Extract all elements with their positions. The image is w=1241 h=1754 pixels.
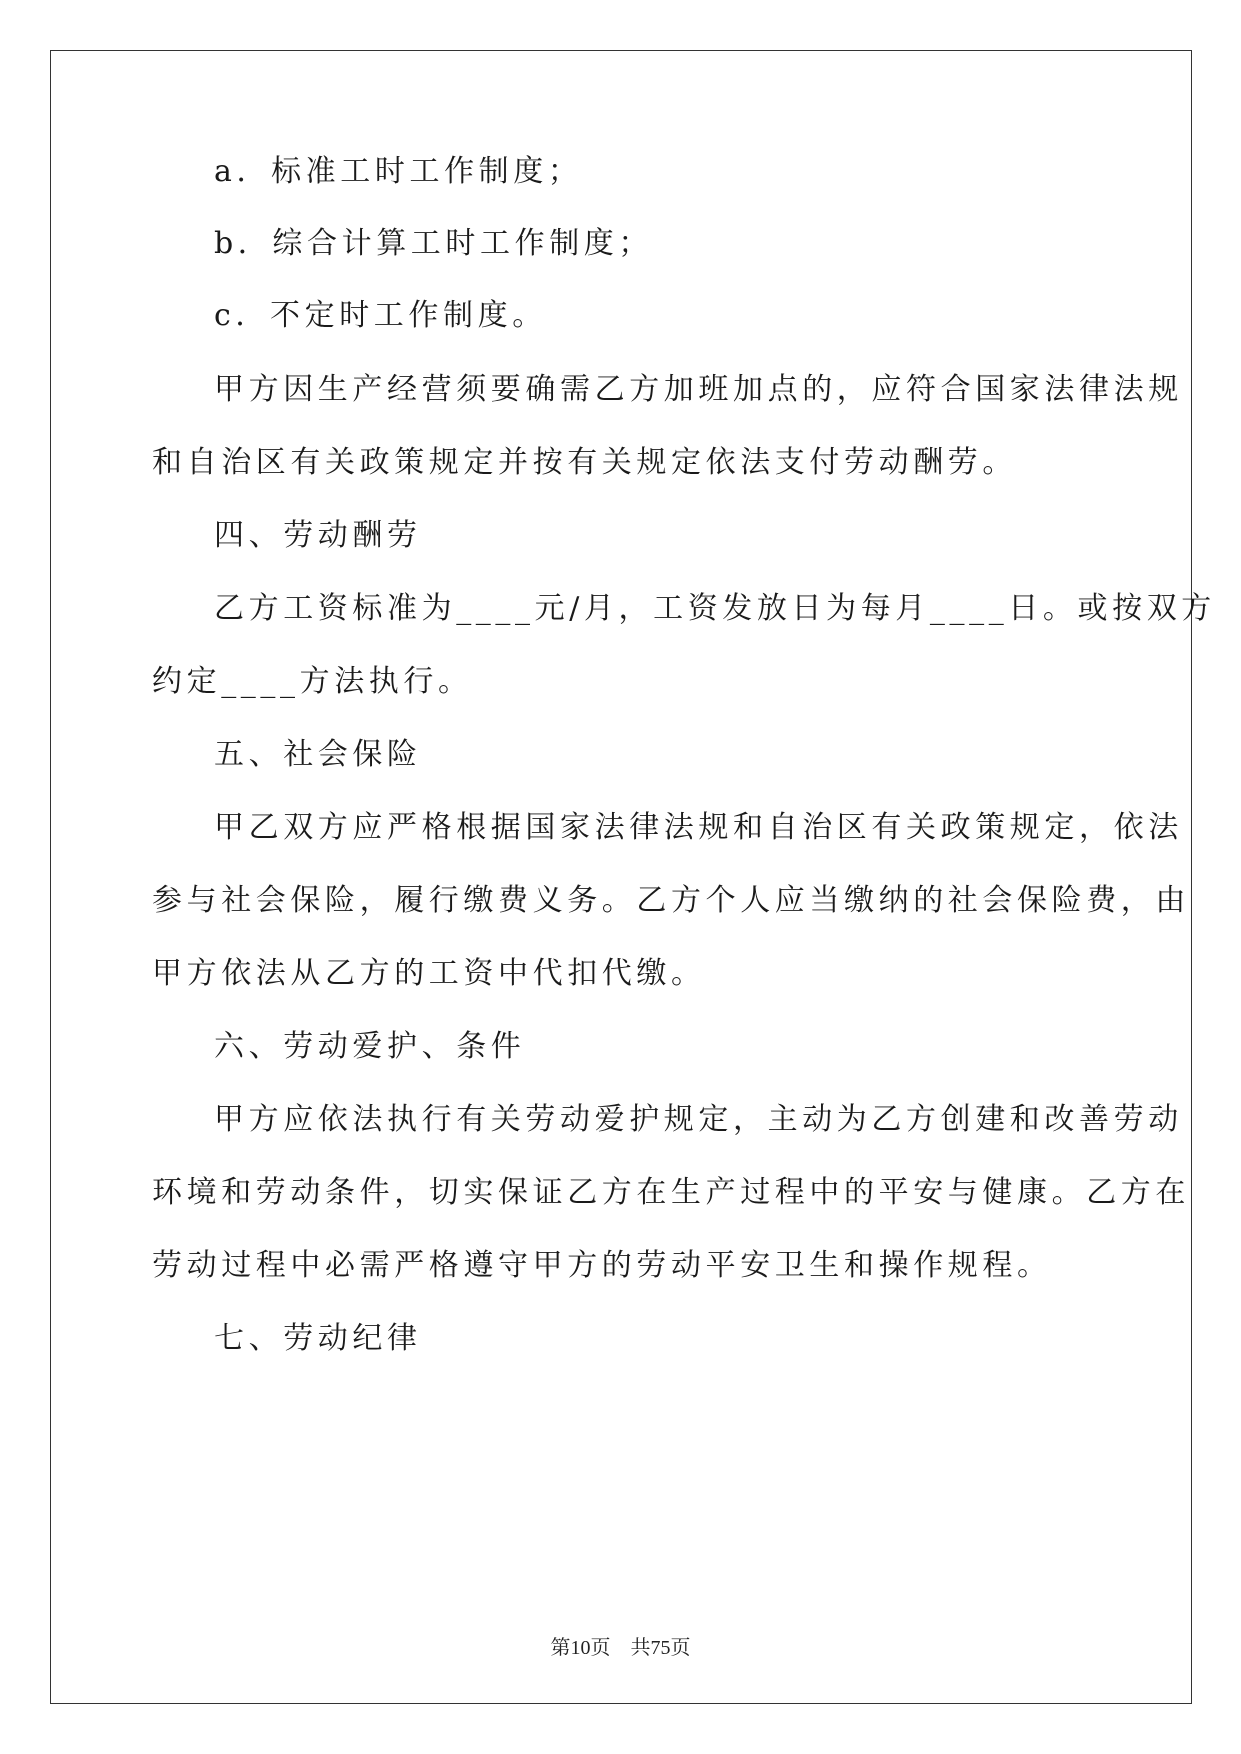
footer-page-number: 10 — [570, 1637, 591, 1659]
text-line-protection: 甲方应依法执行有关劳动爱护规定，主动为乙方创建和改善劳动 — [214, 1102, 1183, 1137]
text-line-overtime-cont: 和自治区有关政策规定并按有关规定依法支付劳动酬劳。 — [152, 445, 1017, 480]
text-line-insurance: 甲乙双方应严格根据国家法律法规和自治区有关政策规定，依法 — [214, 810, 1183, 845]
section-heading-labor-discipline: 七、劳动纪律 — [214, 1321, 422, 1356]
text-line-protection-cont-1: 环境和劳动条件，切实保证乙方在生产过程中的平安与健康。乙方在 — [152, 1175, 1190, 1210]
footer-page-suffix: 页 — [590, 1635, 611, 1659]
footer-total-prefix: 共 — [630, 1635, 651, 1659]
footer-total-number: 75 — [650, 1637, 671, 1659]
section-heading-labor-protection: 六、劳动爱护、条件 — [214, 1029, 526, 1064]
text-line-salary-cont: 约定____方法执行。 — [152, 664, 473, 699]
text-line-overtime: 甲方因生产经营须要确需乙方加班加点的，应符合国家法律法规 — [214, 372, 1183, 407]
text-line-option-a: a．标准工时工作制度； — [214, 154, 583, 189]
text-line-option-c: c．不定时工作制度。 — [214, 298, 547, 333]
text-line-protection-cont-2: 劳动过程中必需严格遵守甲方的劳动平安卫生和操作规程。 — [152, 1248, 1052, 1283]
section-heading-remuneration: 四、劳动酬劳 — [214, 518, 422, 553]
section-heading-social-insurance: 五、社会保险 — [214, 737, 422, 772]
text-line-salary: 乙方工资标准为____元/月，工资发放日为每月____日。或按双方 — [214, 591, 1216, 626]
footer-total-suffix: 页 — [670, 1635, 691, 1659]
text-line-option-b: b．综合计算工时工作制度； — [214, 226, 654, 261]
page-footer — [0, 1634, 1241, 1661]
text-line-insurance-cont-1: 参与社会保险，履行缴费义务。乙方个人应当缴纳的社会保险费，由 — [152, 883, 1190, 918]
text-line-insurance-cont-2: 甲方依法从乙方的工资中代扣代缴。 — [152, 956, 706, 991]
footer-page-prefix: 第 — [550, 1635, 571, 1659]
